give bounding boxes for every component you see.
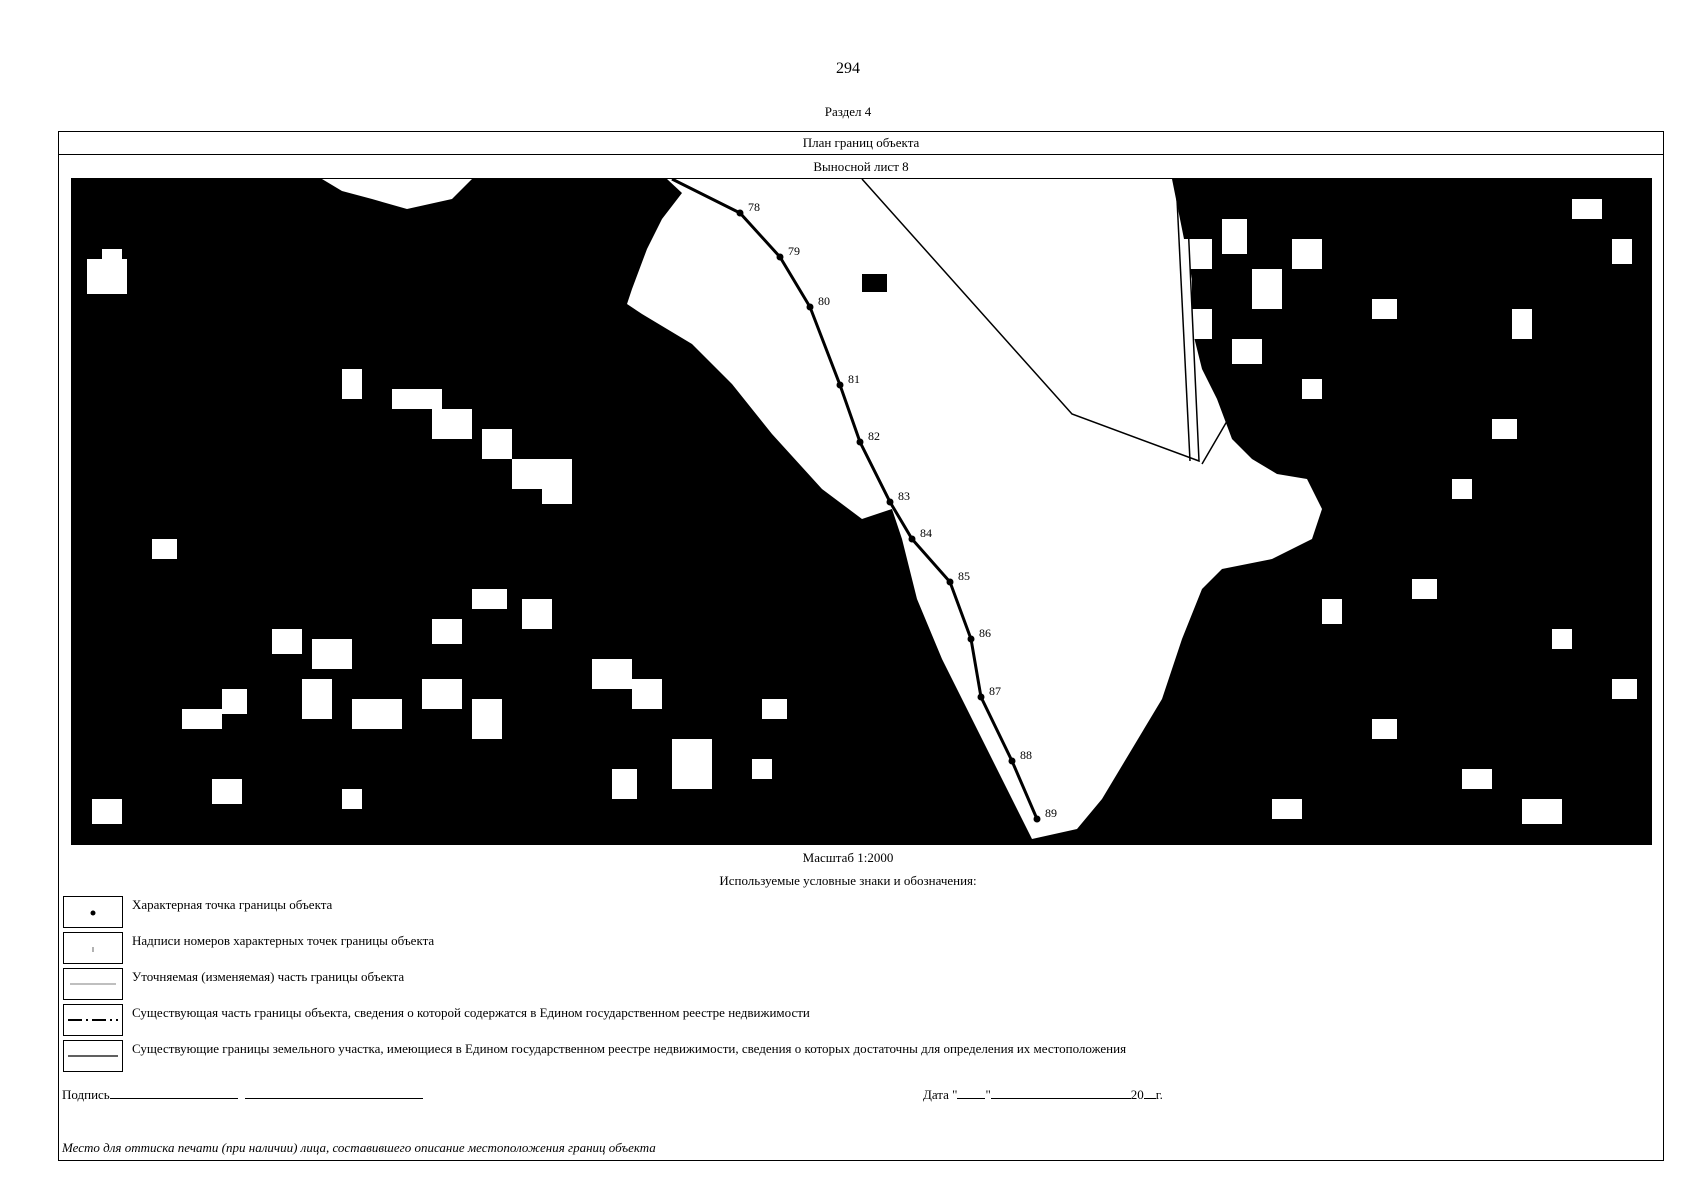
legend-symbol-point	[63, 896, 123, 928]
point-label: 79	[788, 244, 800, 258]
section-title: Раздел 4	[824, 104, 872, 119]
legend-text-refined: Уточняемая (изменяемая) часть границы объекта	[132, 969, 405, 984]
map-texture	[862, 274, 887, 292]
legend-symbol-refined	[63, 968, 123, 1000]
legend-symbol-label	[63, 932, 123, 964]
date-day-blank[interactable]	[957, 1086, 985, 1099]
clearing-area	[322, 179, 472, 209]
point-label: 84	[920, 526, 932, 540]
legend-symbol-existing-part	[63, 1004, 123, 1036]
signature-name-blank[interactable]	[245, 1086, 423, 1099]
legend-text-parcel: Существующие границы земельного участка, имеющиеся в Едином государственном реестре недвижимости, сведения о которых достаточны для определения их местоположения	[132, 1041, 1127, 1056]
thin-line-icon	[64, 969, 122, 999]
point-icon	[64, 897, 122, 927]
date-month-blank[interactable]	[991, 1086, 1131, 1099]
dash-dot-line-icon	[64, 1005, 122, 1035]
map-scale: Масштаб 1:2000	[802, 850, 894, 865]
sheet-title: Выносной лист 8	[813, 159, 909, 174]
point-label: 78	[748, 200, 760, 214]
boundary-map	[71, 178, 1652, 845]
page-number: 294	[836, 60, 860, 77]
legend-text-existing-part: Существующая часть границы объекта, сведения о которой содержатся в Едином государственном реестре недвижимости	[132, 1005, 810, 1020]
point-label: 82	[868, 429, 880, 443]
point-label: 85	[958, 569, 970, 583]
point-label: 83	[898, 489, 910, 503]
date-line	[923, 1086, 1163, 1103]
date-year: 20	[1130, 1087, 1144, 1102]
label-tick-icon	[64, 933, 122, 963]
point-label: 88	[1020, 748, 1032, 762]
signature-line	[62, 1086, 423, 1103]
point-label: 89	[1045, 806, 1057, 820]
date-prefix: Дата "	[923, 1087, 958, 1102]
point-label: 80	[818, 294, 830, 308]
signature-label: Подпись	[62, 1087, 110, 1102]
date-mid: "	[985, 1087, 991, 1102]
date-year-blank[interactable]	[1144, 1086, 1156, 1099]
solid-line-icon	[64, 1041, 122, 1071]
point-label: 81	[848, 372, 860, 386]
legend-text-point: Характерная точка границы объекта	[132, 897, 333, 912]
legend-symbol-parcel	[63, 1040, 123, 1072]
legend-text-label: Надписи номеров характерных точек границы объекта	[132, 933, 435, 948]
stamp-note: Место для оттиска печати (при наличии) лица, составившего описание местоположения границ объекта	[62, 1140, 656, 1155]
point-label: 87	[989, 684, 1001, 698]
date-suffix: г.	[1155, 1087, 1163, 1102]
map-image	[72, 179, 1652, 845]
plan-title: План границ объекта	[58, 131, 1664, 155]
point-label: 86	[979, 626, 991, 640]
signature-blank[interactable]	[110, 1086, 238, 1099]
legend-title: Используемые условные знаки и обозначения:	[719, 873, 977, 888]
